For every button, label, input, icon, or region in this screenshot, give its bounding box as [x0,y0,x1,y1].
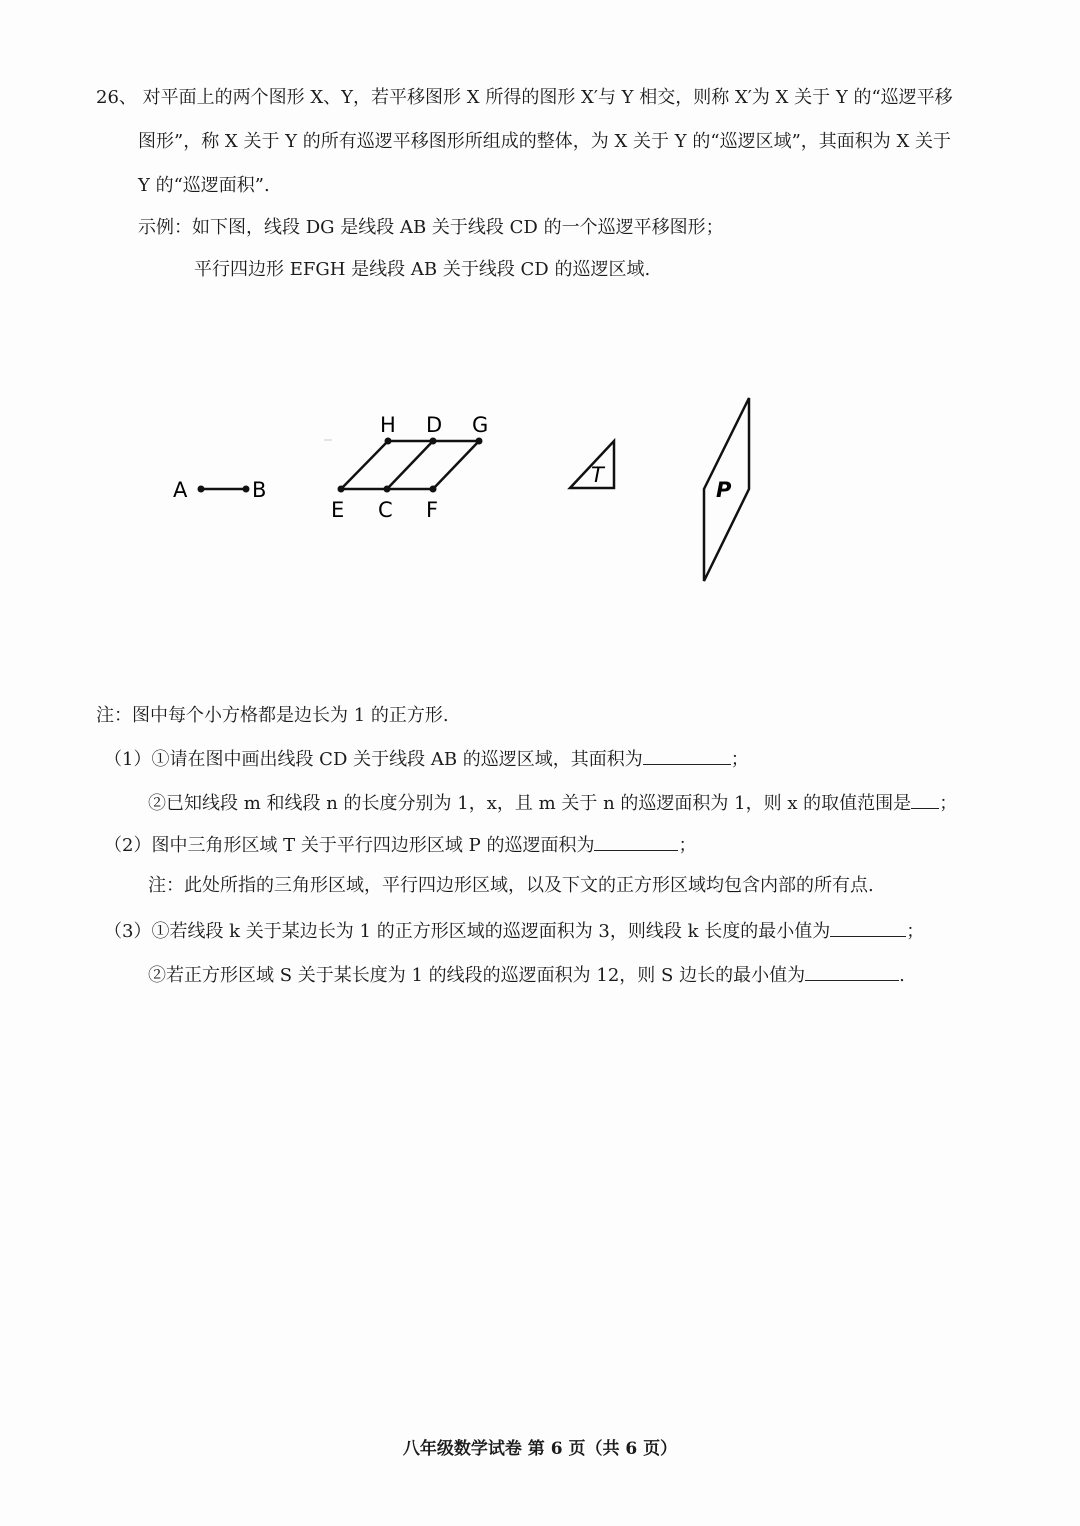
part-1b [148,790,957,816]
part-3b [148,962,905,988]
part-2-text: 图中三角形区域 T 关于平行四边形区域 P 的巡逻面积为 [151,835,595,856]
part-3-number: （3） [104,921,152,942]
question-intro-2: 图形”，称 X 关于 Y 的所有巡逻平移图形所组成的整体，为 X 关于 Y 的“巡逻区域”，其面积为 X 关于 [138,131,952,152]
part-3a [104,918,924,944]
label-h: H [380,413,396,437]
example-figure [0,380,1080,610]
label-c: C [378,498,393,522]
part-2-number: （2） [104,835,152,856]
part-2 [104,832,696,858]
part-1a-end: ； [730,749,749,770]
label-f: F [426,498,439,522]
example-line-2: 平行四边形 EFGH 是线段 AB 关于线段 CD 的巡逻区域. [194,259,651,280]
question-number: 26、 [96,87,137,108]
label-a: A [173,478,188,502]
label-b: B [252,478,267,502]
part-2-note: 注：此处所指的三角形区域，平行四边形区域，以及下文的正方形区域均包含内部的所有点. [148,875,874,896]
page-footer: 八年级数学试卷 第 6 页（共 6 页） [402,1439,678,1459]
part-3a-text: ①若线段 k 关于某边长为 1 的正方形区域的巡逻面积为 3，则线段 k 长度的最小值为 [151,921,831,942]
part-1-number: （1） [104,749,152,770]
triangle-t [570,441,614,488]
label-g: G [472,413,489,437]
segment-ab [173,478,266,502]
part-3b-text: ②若正方形区域 S 关于某长度为 1 的线段的巡逻面积为 12，则 S 边长的最小值为 [148,965,806,986]
part-3b-end: . [899,965,905,986]
grid-note: 注：图中每个小方格都是边长为 1 的正方形. [96,705,449,726]
part-1a [104,746,749,772]
part-1b-text: ②已知线段 m 和线段 n 的长度分别为 1，x，且 m 关于 n 的巡逻面积为 1，则 x 的取值范围是 [148,793,912,814]
question-intro-1: 对平面上的两个图形 X、Y，若平移图形 X 所得的图形 X′与 Y 相交，则称 X′为 X 关于 Y 的“巡逻平移 [142,87,953,108]
parallelogram-efgh [324,413,488,522]
question-line-1 [96,86,953,110]
example-line-1: 示例：如下图，线段 DG 是线段 AB 关于线段 CD 的一个巡逻平移图形； [138,217,724,238]
parallelogram-p [704,398,749,581]
question-intro-3: Y 的“巡逻面积”. [138,175,270,196]
answer-blank-3b[interactable] [805,962,899,981]
label-d: D [426,413,443,437]
label-e: E [331,498,345,522]
answer-blank-3a[interactable] [830,918,906,937]
label-p: P [716,478,732,502]
label-t: T [591,463,604,487]
answer-blank-1b[interactable] [911,790,939,809]
part-1a-text: ①请在图中画出线段 CD 关于线段 AB 的巡逻区域，其面积为 [151,749,643,770]
answer-blank-2[interactable] [594,832,678,851]
part-2-end: ； [678,835,697,856]
answer-blank-1a[interactable] [643,746,731,765]
part-3a-end: ； [906,921,925,942]
part-1b-end: ； [939,793,958,814]
